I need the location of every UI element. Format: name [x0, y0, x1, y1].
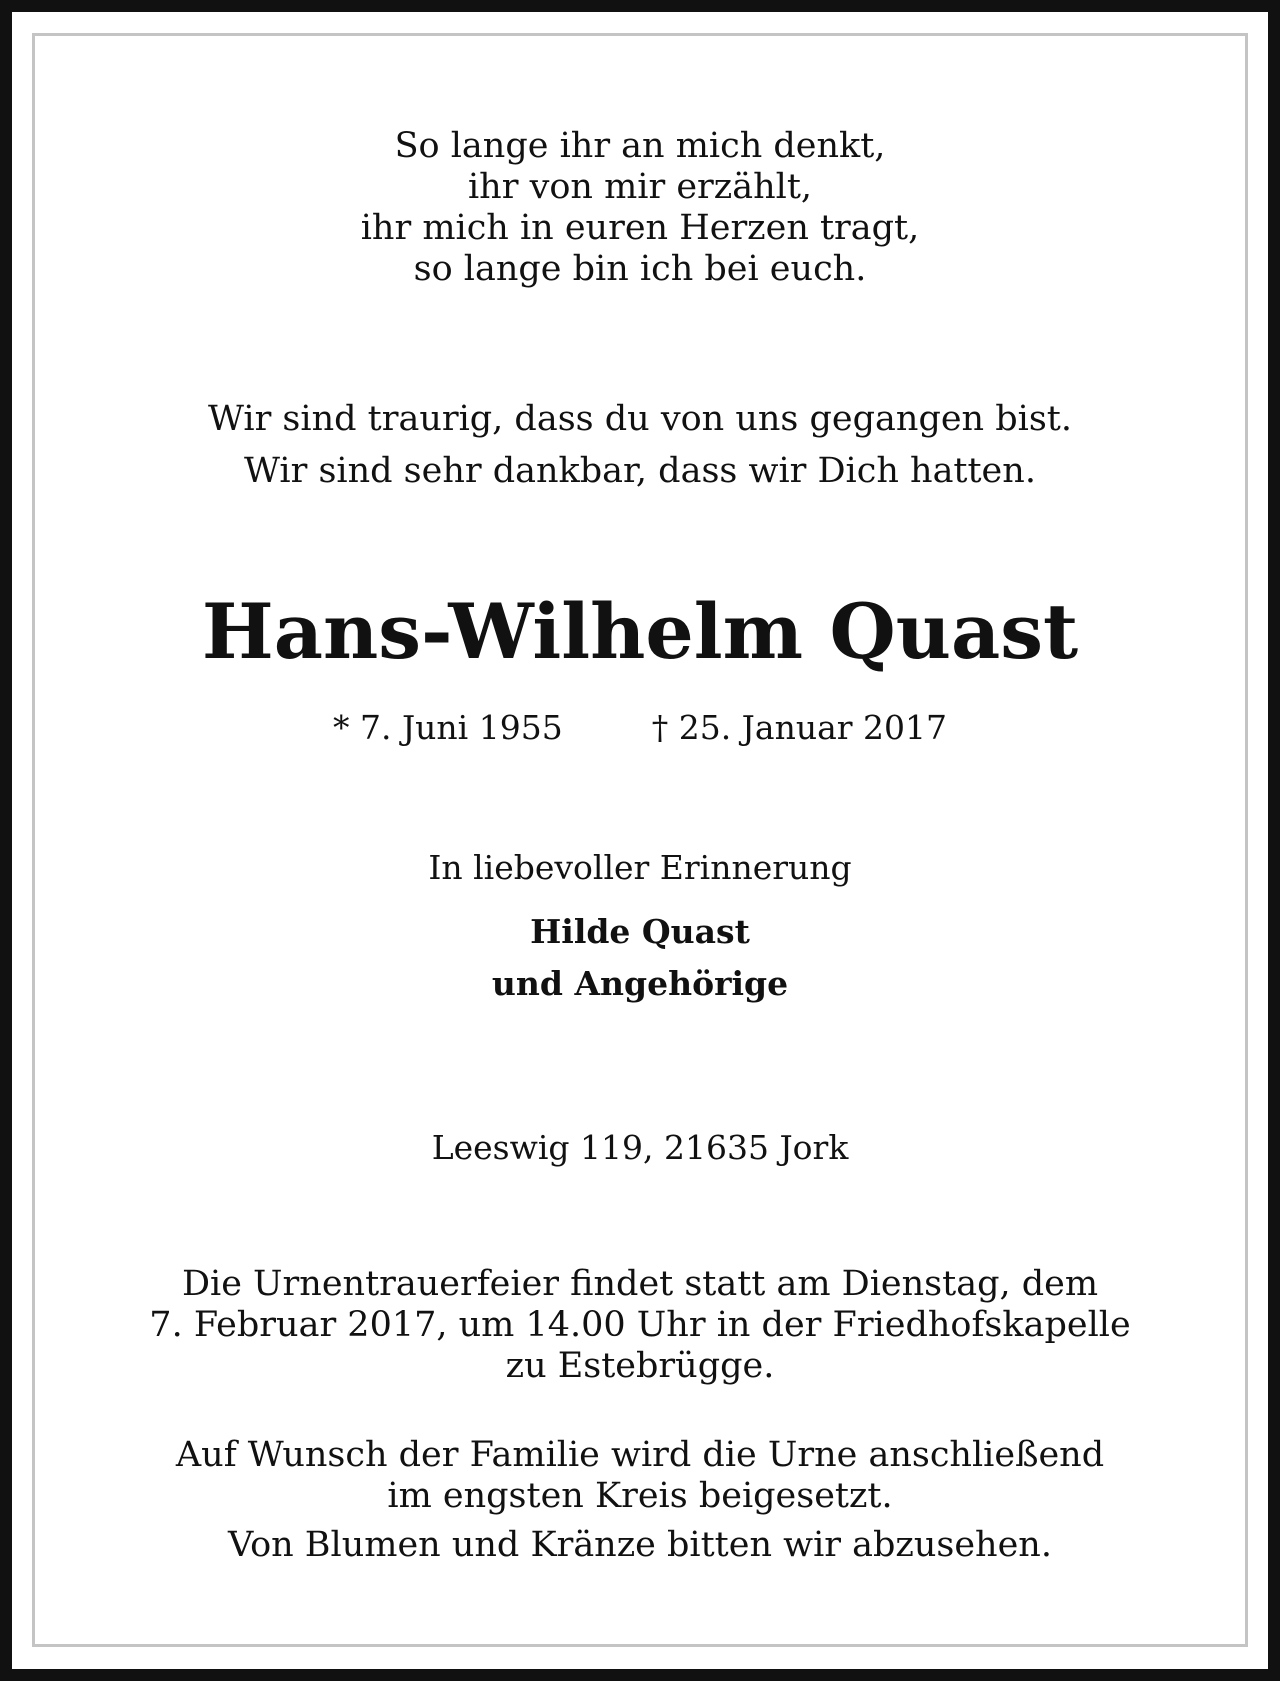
ceremony-line: Die Urnentrauerfeier findet statt am Dienstag, dem	[181, 1264, 1099, 1304]
poem-line: ihr von mir erzählt,	[467, 167, 813, 207]
ceremony-line: zu Estebrügge.	[505, 1346, 775, 1386]
poem-line: So lange ihr an mich denkt,	[394, 126, 886, 166]
address-text: Leeswig 119, 21635 Jork	[431, 1128, 849, 1167]
family-address	[35, 1126, 1245, 1170]
memory-intro-text: In liebevoller Erinnerung	[428, 848, 852, 887]
deceased-name: Hans-Wilhelm Quast	[201, 587, 1079, 676]
death-date: † 25. Januar 2017	[651, 708, 948, 747]
poem-line: ihr mich in euren Herzen tragt,	[360, 208, 920, 248]
ceremony-line: 7. Februar 2017, um 14.00 Uhr in der Friedhofskapelle	[149, 1305, 1131, 1345]
family-signature	[35, 906, 1245, 1010]
birth-date: * 7. Juni 1955	[332, 708, 563, 747]
obituary-notice	[35, 36, 1245, 1644]
memorial-poem	[35, 126, 1245, 290]
family-name-line: und Angehörige	[491, 964, 789, 1003]
family-name-line: Hilde Quast	[530, 912, 750, 951]
mourning-line: Wir sind traurig, dass du von uns gegangen bist.	[208, 399, 1072, 439]
flower-request	[35, 1523, 1245, 1567]
memory-intro	[35, 846, 1245, 890]
mourning-statement	[35, 393, 1245, 497]
poem-line: so lange bin ich bei euch.	[413, 249, 867, 289]
urn-line: Auf Wunsch der Familie wird die Urne anschließend	[175, 1435, 1105, 1475]
life-dates	[35, 706, 1245, 750]
urn-line: im engsten Kreis beigesetzt.	[387, 1476, 893, 1516]
ceremony-details	[35, 1264, 1245, 1387]
urn-burial-note	[35, 1435, 1245, 1517]
mourning-line: Wir sind sehr dankbar, dass wir Dich hatten.	[244, 451, 1036, 491]
flower-request-text: Von Blumen und Kränze bitten wir abzusehen.	[228, 1525, 1052, 1565]
